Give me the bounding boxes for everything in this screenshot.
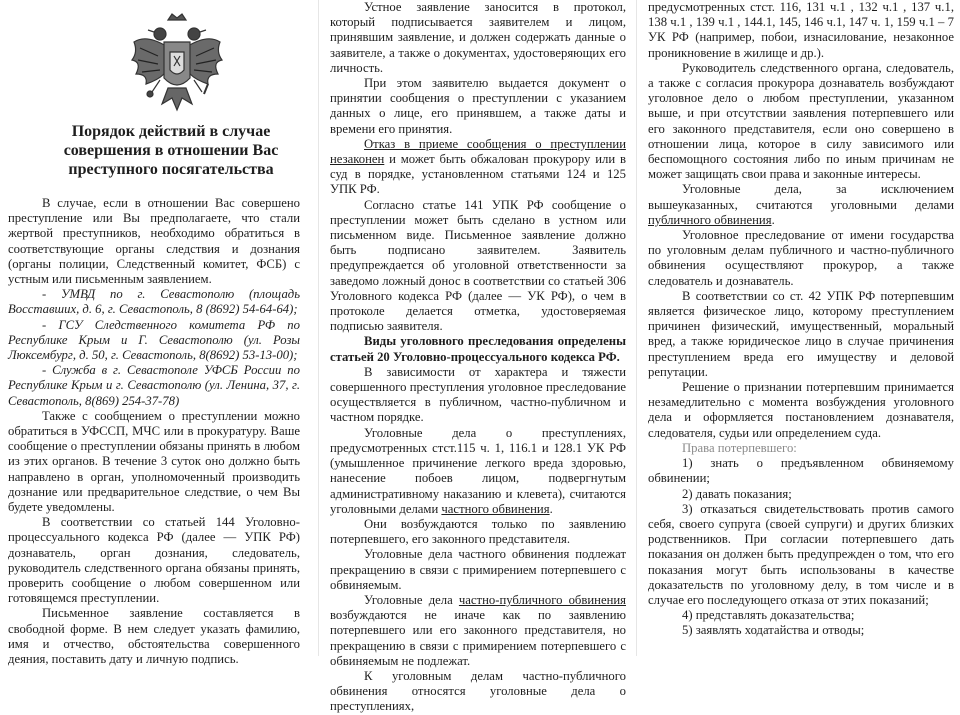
article-144-paragraph: В соответствии со статьей 144 Уголовно-процессуального кодекса РФ (далее — УПК РФ) дознаватель, орган дознания, следователь, руководитель следственного органа обязаны принять, проверить сообщение о любом совершенном или готовящемся преступлении. xyxy=(8,515,300,606)
coat-of-arms-emblem xyxy=(128,12,226,116)
public-cases-paragraph: Уголовные дела, за исключением вышеуказанных, считаются уголовными делами публичного обвинения. xyxy=(648,182,954,227)
victim-decision-paragraph: Решение о признании потерпевшим принимается незамедлительно с момента возбуждения уголовного дела и оформляется постановлением дознавателя, следователя, судьи или определением суда. xyxy=(648,380,954,440)
depending-paragraph: В зависимости от характера и тяжести совершенного преступления уголовное преследование осуществляется в публичном, частно-публичном и частном порядке. xyxy=(330,364,626,425)
refusal-paragraph: Отказ в приеме сообщения о преступлении незаконен и может быть обжалован прокурору или в суд в порядке, установленном статьями 124 и 125 УПК РФ. xyxy=(330,136,626,197)
contact-fsb: - Служба в г. Севастополе УФСБ России по Республике Крым и г. Севастополю (ул. Ленина, 37, г. Севастополь, 8(869) 254-37-78) xyxy=(8,363,300,408)
right-5: 5) заявлять ходатайства и отводы; xyxy=(682,623,865,638)
oral-statement-paragraph: Устное заявление заносится в протокол, который подписывается заявителем и лицом, принявшим заявление, и должен содержать данные о заявителе, а также о документах, удостоверяющих его личность. xyxy=(330,0,626,75)
written-statement-paragraph: Письменное заявление составляется в свободной форме. В нем следует указать фамилию, имя и отчество, обстоятельства совершенного деяния, поставить дату и личную подпись. xyxy=(8,606,300,667)
contact-umvd: - УМВД по г. Севастополю (площадь Восставших, д. 6, г. Севастополь, 8 (8692) 54-64-64); xyxy=(8,287,300,317)
right-4: 4) представлять доказательства; xyxy=(682,608,855,623)
private-cases-paragraph: Уголовные дела о преступлениях, предусмотренных стст.115 ч. 1, 116.1 и 128.1 УК РФ (умышленное причинение легкого вреда здоровью, нанесение побоев лицом, подвергнутым административному наказанию и клевета), считаются уголовными делами частного обвинения. xyxy=(330,425,626,516)
fold-line-left xyxy=(318,0,319,656)
column-1 xyxy=(8,0,300,667)
private-public-term: частно-публичного обвинения xyxy=(458,592,626,607)
right-1: 1) знать о предъявленном обвиняемому обвинении; xyxy=(648,456,954,486)
private-public-cases-paragraph: К уголовным делам частно-публичного обвинения относятся уголовные дела о преступлениях, xyxy=(330,668,626,714)
initiation-paragraph: Они возбуждаются только по заявлению потерпевшего, его законного представителя. xyxy=(330,516,626,547)
prosecution-types-heading: Виды уголовного преследования определены статьей 20 Уголовно-процессуального кодекса РФ. xyxy=(330,334,626,364)
column-2 xyxy=(330,0,626,714)
column-3 xyxy=(648,0,954,656)
articles-continuation: предусмотренных стст. 116, 131 ч.1 , 132 ч.1 , 137 ч.1, 138 ч.1 , 139 ч.1 , 144.1, 145, 146 ч.1, 147 ч. 1, 159 ч.1 – 7 УК РФ (например, побои, изнасилование, незаконное проникновение в жилище и др.). xyxy=(648,0,954,60)
head-investigator-paragraph: Руководитель следственного органа, следователь, а также с согласия прокурора дознаватель возбуждают уголовное дело о любом преступлении, указанном выше, и при отсутствии заявления потерпевшего или его законного представителя, если оно совершено в отношении лица, которое в силу зависимого или беспомощного состояния либо по иным причинам не может защищать свои права и законные интересы. xyxy=(648,60,954,182)
public-prosecution-term: публичного обвинения xyxy=(648,212,772,227)
other-agencies-paragraph: Также с сообщением о преступлении можно обратиться в УФССП, МЧС или в прокуратуру. Ваше сообщение о преступлении обязаны принять в любом из этих органов. В течение 3 суток оно должно быть направлено в орган, уполномоченный производить дознание или предварительное следствие, о чем Вы будете уведомлены. xyxy=(8,408,300,515)
state-prosecution-paragraph: Уголовное преследование от имени государства по уголовным делам публичного и частно-публичного обвинения осуществляют прокурор, а также следователь и дознаватель. xyxy=(648,228,954,288)
refusal-underlined: Отказ в приеме сообщения о преступлении незаконен xyxy=(330,136,626,167)
contact-gsu: - ГСУ Следственного комитета РФ по Республике Крым и Г. Севастополю (ул. Розы Люксембург, д. 50, г. Севастополь, 8(8692) 53-13-00); xyxy=(8,317,300,363)
victim-rights-title: Права потерпевшего: xyxy=(682,440,797,455)
right-3: 3) отказаться свидетельствовать против самого себя, своего супруга (своей супруги) и других близких родственников. При согласии потерпевшего дать показания он должен быть предупрежден о том, что его показания могут быть использованы в качестве доказательств по уголовному делу, в том числе и в случае его последующего отказа от этих показаний; xyxy=(648,501,954,607)
article-42-paragraph: В соответствии со ст. 42 УПК РФ потерпевшим является физическое лицо, которому преступлением причинен физический, имущественный, моральный вред, а также юридическое лицо в случае причинения преступлением вреда его имуществу и деловой репутации. xyxy=(648,288,954,379)
private-prosecution-term: частного обвинения xyxy=(441,501,550,516)
right-2: 2) давать показания; xyxy=(682,486,792,501)
private-public-paragraph: Уголовные дела частно-публичного обвинения возбуждаются не иначе как по заявлению потерпевшего или его законного представителя, но прекращению в связи с примирением потерпевшего с обвиняемым не подлежат. xyxy=(330,592,626,668)
document-issued-paragraph: При этом заявителю выдается документ о принятии сообщения о преступлении с указанием данных о лице, его принявшем, а также даты и времени его принятия. xyxy=(330,76,626,136)
document-title: Порядок действий в случае совершения в отношении Вас преступного посягательства xyxy=(63,123,279,178)
fold-line-right xyxy=(636,0,637,656)
article-141-paragraph: Согласно статье 141 УПК РФ сообщение о преступлении может быть сделано в устном или письменном виде. Письменное заявление должно быть подписано заявителем. Заявитель предупреждается об уголовной ответственности за заведомо ложный донос в соответствии со статьей 306 Уголовного кодекса РФ (далее — УК РФ), о чем в протоколе делается отметка, удостоверяемая подписью заявителя. xyxy=(330,197,626,334)
private-termination-paragraph: Уголовные дела частного обвинения подлежат прекращению в связи с примирением потерпевшего с обвиняемым. xyxy=(330,547,626,592)
intro-paragraph: В случае, если в отношении Вас совершено преступление или Вы предполагаете, что стали жертвой преступников, необходимо обратиться в соответствующие органы следствия и дознания (органы полиции, Следственный комитет, ФСБ) с устным или письменным заявлением. xyxy=(8,196,300,287)
